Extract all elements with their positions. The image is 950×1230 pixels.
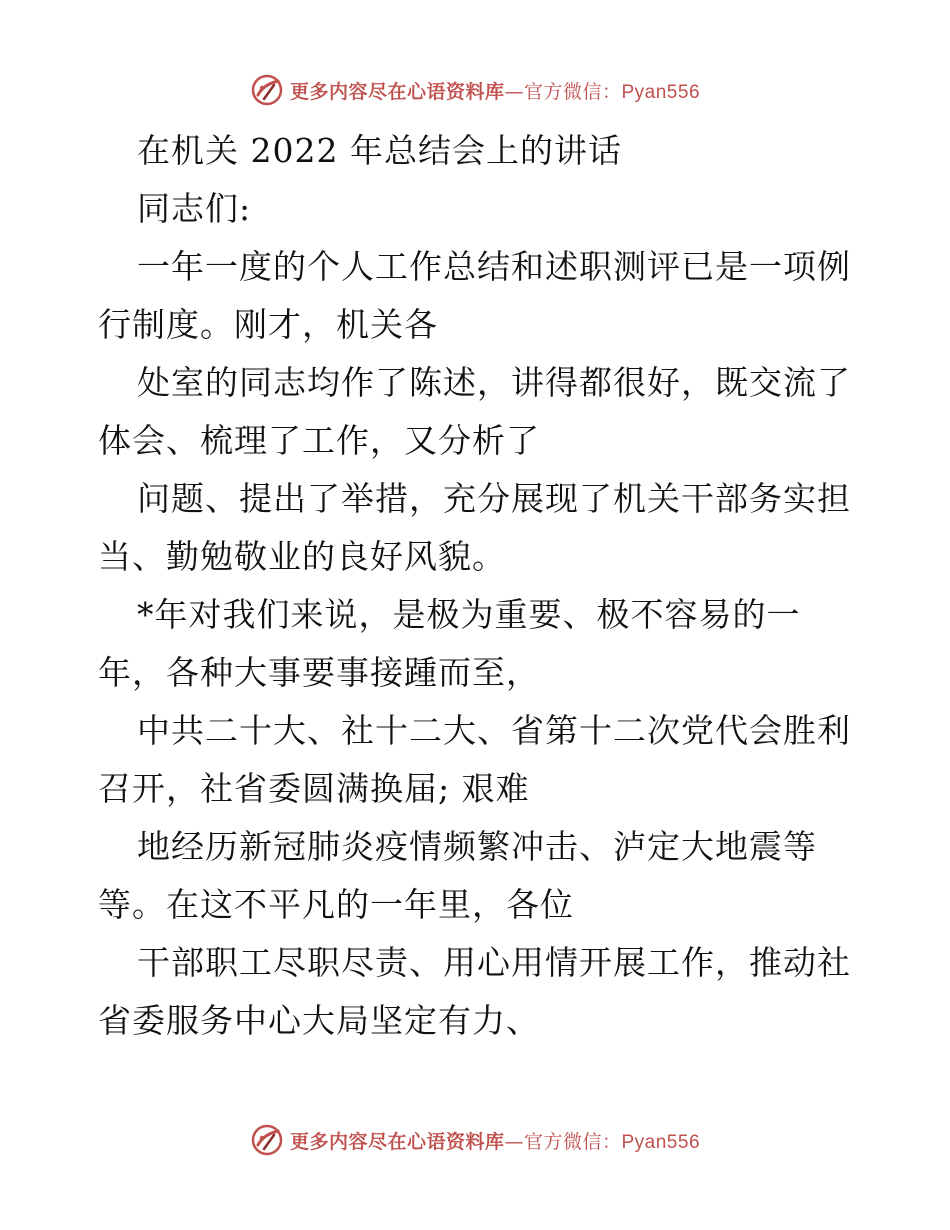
header-watermark-inner	[250, 73, 700, 107]
brand-logo-icon	[250, 1123, 284, 1157]
document-title: 在机关 2022 年总结会上的讲话	[137, 131, 622, 170]
header-watermark-wechat-id: Pyan556	[621, 81, 701, 103]
paragraph-line: 问题、提出了举措，充分展现了机关干部务实担	[137, 479, 851, 518]
paragraph-line: 年，各种大事要事接踵而至，	[98, 653, 540, 692]
footer-watermark-wechat-label: 官方微信：	[523, 1130, 622, 1153]
brand-logo-icon	[250, 73, 284, 107]
header-watermark-wechat-label: 官方微信：	[523, 80, 622, 103]
paragraph-line: 干部职工尽职尽责、用心用情开展工作，推动社	[137, 943, 851, 982]
document-body	[98, 122, 868, 1050]
paragraph-line: 中共二十大、社十二大、省第十二次党代会胜利	[137, 711, 851, 750]
paragraph-line: 等。在这不平凡的一年里，各位	[98, 885, 574, 924]
paragraph-line: 一年一度的个人工作总结和述职测评已是一项例	[137, 247, 851, 286]
paragraph-line: 召开，社省委圆满换届; 艰难	[98, 769, 530, 808]
header-watermark-dash: —	[504, 80, 524, 103]
paragraph-line: *年对我们来说，是极为重要、极不容易的一	[137, 595, 801, 634]
footer-watermark-text	[290, 1127, 700, 1154]
footer-watermark-inner	[250, 1123, 700, 1157]
footer-watermark	[0, 1120, 950, 1160]
paragraph-line: 体会、梳理了工作，又分析了	[98, 421, 540, 460]
paragraph-line: 省委服务中心大局坚定有力、	[98, 1001, 540, 1040]
header-watermark-text	[290, 77, 700, 104]
footer-watermark-wechat-id: Pyan556	[621, 1131, 701, 1153]
paragraph-line: 当、勤勉敬业的良好风貌。	[98, 537, 506, 576]
paragraph-line: 地经历新冠肺炎疫情频繁冲击、泸定大地震等	[137, 827, 817, 866]
salutation: 同志们:	[137, 189, 252, 228]
paragraph-line: 处室的同志均作了陈述，讲得都很好，既交流了	[137, 363, 851, 402]
paragraph-line: 行制度。刚才，机关各	[98, 305, 438, 344]
header-watermark	[0, 70, 950, 110]
footer-watermark-dash: —	[504, 1130, 524, 1153]
footer-watermark-cn: 更多内容尽在心语资料库	[289, 1130, 505, 1153]
header-watermark-cn: 更多内容尽在心语资料库	[289, 80, 505, 103]
